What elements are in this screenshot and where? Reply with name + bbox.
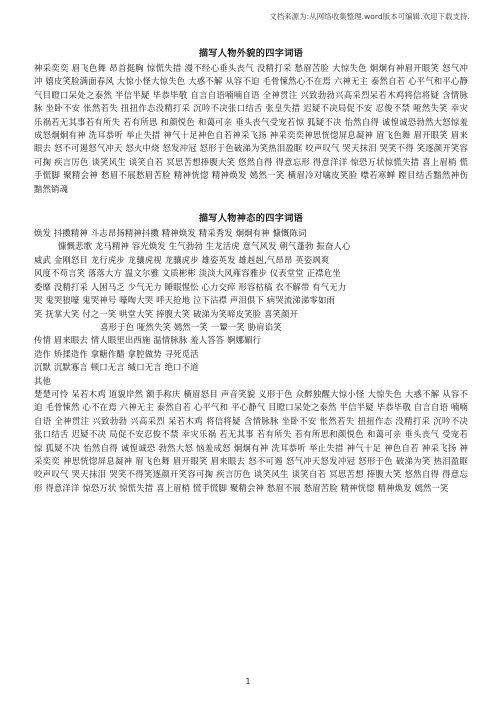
category-line: 笑 抚掌大笑 付之一笑 哄堂大笑 捧腹大笑 破涕为笑啼皮笑脸 喜笑颜开 xyxy=(34,308,299,319)
category-line: 其他 xyxy=(34,375,52,386)
expression-category-lines xyxy=(34,227,468,388)
document-content xyxy=(34,34,468,495)
category-line: 造作 矫揉造作 拿糖作醋 拿腔做势 寻死觅活 xyxy=(34,348,199,359)
section-title-expression: 描写人物神态的四字词语 xyxy=(198,213,304,225)
category-line: 沉默 沉默寡言 顿口无言 缄口无言 绝口不道 xyxy=(34,362,199,373)
category-line: 风度不苟言笑 落落大方 温文尔雅 文质彬彬 淡淡大风雍容雅步 仪表堂堂 正襟危坐 xyxy=(34,268,341,279)
header-note: 文档来源为:从网络收集整理.word版本可编辑.欢迎下载支持. xyxy=(269,12,470,21)
section-body-appearance: 神采奕奕 眉飞色舞 昂首挺胸 惊慌失措 漫不经心垂头丧气 没精打采 愁眉苦脸 大惊失色 炯炯有神眉开眼笑 怒气冲冲 嬉皮笑脸满面春风 大惊小怪大惊失色 大惑不解 从容不迫 毛骨悚然心不在焉 六神无主 泰然自若 心平气和平心静气目瞪口呆处之泰然 半信半疑 毕恭毕敬 自言自语喃喃自语 全神贯注 兴致勃勃兴高采烈呆若木鸡将信将疑 含情脉脉 坐卧不安 怅然若失 扭扭作态没精打采 沉吟不决张口结舌 张皇失措 迟疑不决局促不安 忍俊不禁 哑然失笑 幸灾乐祸若无其事若有所失 若有所思 和颜悦色 和蔼可亲 垂头丧气受宠若惊 狐疑不决 怡然自得 诚惶诚恐勃然大怒惊羞成怒炯炯有神 洗耳恭听 举止失措 神气十足神色自若神采飞扬 神采奕奕神思恍惚屏息凝神 眉飞色舞 眉开眼笑 眉来眼去 怒不可遏怒气冲天 怒火中烧 怒发冲冠 怒形于色破涕为笑热泪盈眶 咬声叹气 哭天抹泪 哭笑不得 笑逐颜开笑容可掬 疾言厉色 谈笑风生 谈笑自若 冥思苦想捧腹大笑 悠然自得 得意忘形 得意洋洋 惊恐万状惊慌失措 喜上眉梢 慌手慌脚 聚精会神 愁眉不展愁眉苦脸 精神恍惚 精神焕发 嫣然一笑 横眉冷对噙皮笑脸 噤若寒蝉 瞠目结舌黯然神伤 黯然销魂 xyxy=(34,63,468,194)
category-line: 传情 眉来眼去 情人眼里出西施 温情脉脉 羞人答答 婀娜媚行 xyxy=(34,335,262,346)
section-title-appearance: 描写人物外貌的四字词语 xyxy=(198,48,304,59)
page-number: 1 xyxy=(245,677,251,686)
section-body-expression: 楚楚可怜 呆若木鸡 道貌岸然 额手称庆 横眉怒目 声音笑貌 义形于色 众醉独醒大惊小怪 大惊失色 大惑不解 从容不迫 毛骨悚然 心不在焉 六神无主 泰然自若 心平气和 平心静气 目瞪口呆处之泰然 半信半疑 毕恭毕敬 自言自语 喃喃自语 全神贯注 兴致勃勃 兴高采烈 呆若木鸡 将信将疑 含情脉脉 坐卧不安 怅然若失 扭扭作态 没精打采 沉吟不决 张口结舌 迟疑不决 局促不安忍俊不禁 幸灾乐祸 若无其事 若有所失 若有所思和颜悦色 和蔼可亲 垂头丧气 受宠若惊 狐疑不决 怡然自得 诚惶诚恐 勃然大怒 恼羞成怒 炯炯有神 洗耳恭听 举止失措 神气十足 神色自若 神采飞扬 神采奕奕 神思恍惚屏息凝神 眉飞色舞 眉开眼笑 眉来眼去 怒不可遏 怒气冲天怒发冲冠 怒形于色 破涕为笑 热泪盈眶 咬声叹气 哭天抹泪 哭笑不得笑逐颜开笑容可掬 疾言厉色 谈笑风生 谈笑自若 冥思苦想 捧腹大笑 悠然自得 得意忘形 得意洋洋 惊恐万状 惊慌失措 喜上眉梢 慌手慌脚 聚精会神 愁眉不展 愁眉苦脸 精神恍惚 精神焕发 嫣然一笑 xyxy=(34,388,468,493)
category-line: 哭 鬼哭狼嚎 鬼哭神号 嚎啕大哭 呼天抢地 泣下沾襟 声泪俱下 病哭流涕涕零如雨 xyxy=(34,295,336,306)
category-line: 焕发 抖擞精神 斗志昂扬精神抖擞 精神焕发 精采秀发 炯炯有神 慷慨陈词 xyxy=(34,228,307,239)
category-line: 委靡 没精打采 人困马乏 少气无力 睡眼惺忪 心力交瘁 形容枯槁 衣不解带 有气无力 xyxy=(34,281,347,292)
category-line: 威武 金刚怒目 龙行虎步 龙骧虎视 龙骧虎步 雄姿英发 雄赳赳,气昂昂 英姿飒爽 xyxy=(34,254,330,265)
category-line: 慷慨悲歌 龙马精神 容光焕发 生气勃勃 生龙活虎 意气风发 朝气蓬勃 振奋人心 xyxy=(58,241,351,252)
category-line: 喜形于色 哑然失笑 嫣然一笑 一颦一笑 胁肩谄笑 xyxy=(100,321,282,332)
